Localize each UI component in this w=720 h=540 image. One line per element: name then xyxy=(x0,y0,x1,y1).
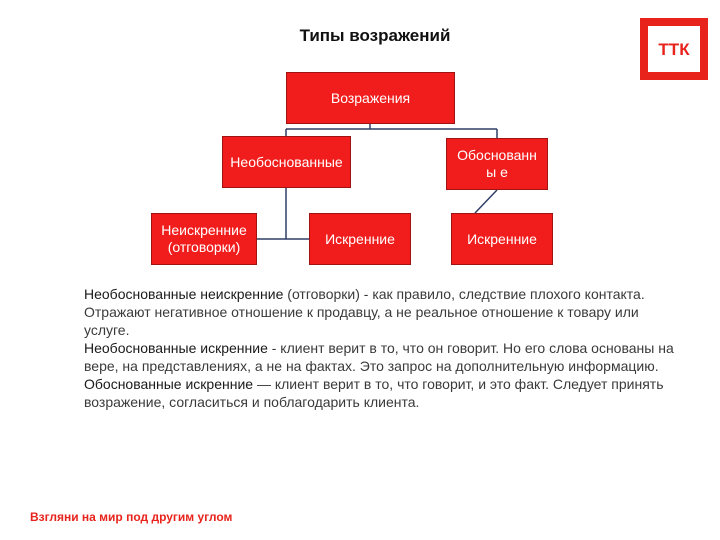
paragraph-body: - клиент верит в то, что он говорит. Но его слова основаны на вере, на представлениях, а не на фактах. Это запрос на дополнительную информацию. xyxy=(84,340,674,374)
paragraph-body: (отговорки) - как правило, следствие плохого контакта. Отражают негативное отношение к продавцу, а не реальное отношение к товару или услуге. xyxy=(84,286,645,338)
connector-founded-leaf xyxy=(475,190,497,213)
node-unfounded-sincere: Искренние xyxy=(309,213,411,265)
node-unfounded-insincere: Неискренние (отговорки) xyxy=(151,213,257,265)
explanation-text xyxy=(84,285,684,411)
paragraph-lead: Необоснованные неискренние xyxy=(84,286,284,302)
node-founded xyxy=(446,138,548,190)
node-founded-label: Обоснованны е xyxy=(457,147,537,180)
paragraph-lead: Обоснованные искренние xyxy=(84,376,254,392)
svg-text:ТТК: ТТК xyxy=(658,40,690,59)
explanation-paragraph xyxy=(84,339,684,375)
node-unfounded: Необоснованные xyxy=(222,136,351,188)
explanation-paragraph xyxy=(84,285,684,339)
explanation-paragraph xyxy=(84,375,684,411)
brand-slogan: Взгляни на мир под другим углом xyxy=(30,510,233,524)
node-founded-sincere: Искренние xyxy=(451,213,553,265)
paragraph-lead: Необоснованные искренние xyxy=(84,340,268,356)
node-objections: Возражения xyxy=(286,72,455,124)
slide-title: Типы возражений xyxy=(299,26,451,45)
paragraph-body: — клиент верит в то, что говорит, и это факт. Следует принять возражение, согласиться и поблагодарить клиента. xyxy=(84,376,664,410)
